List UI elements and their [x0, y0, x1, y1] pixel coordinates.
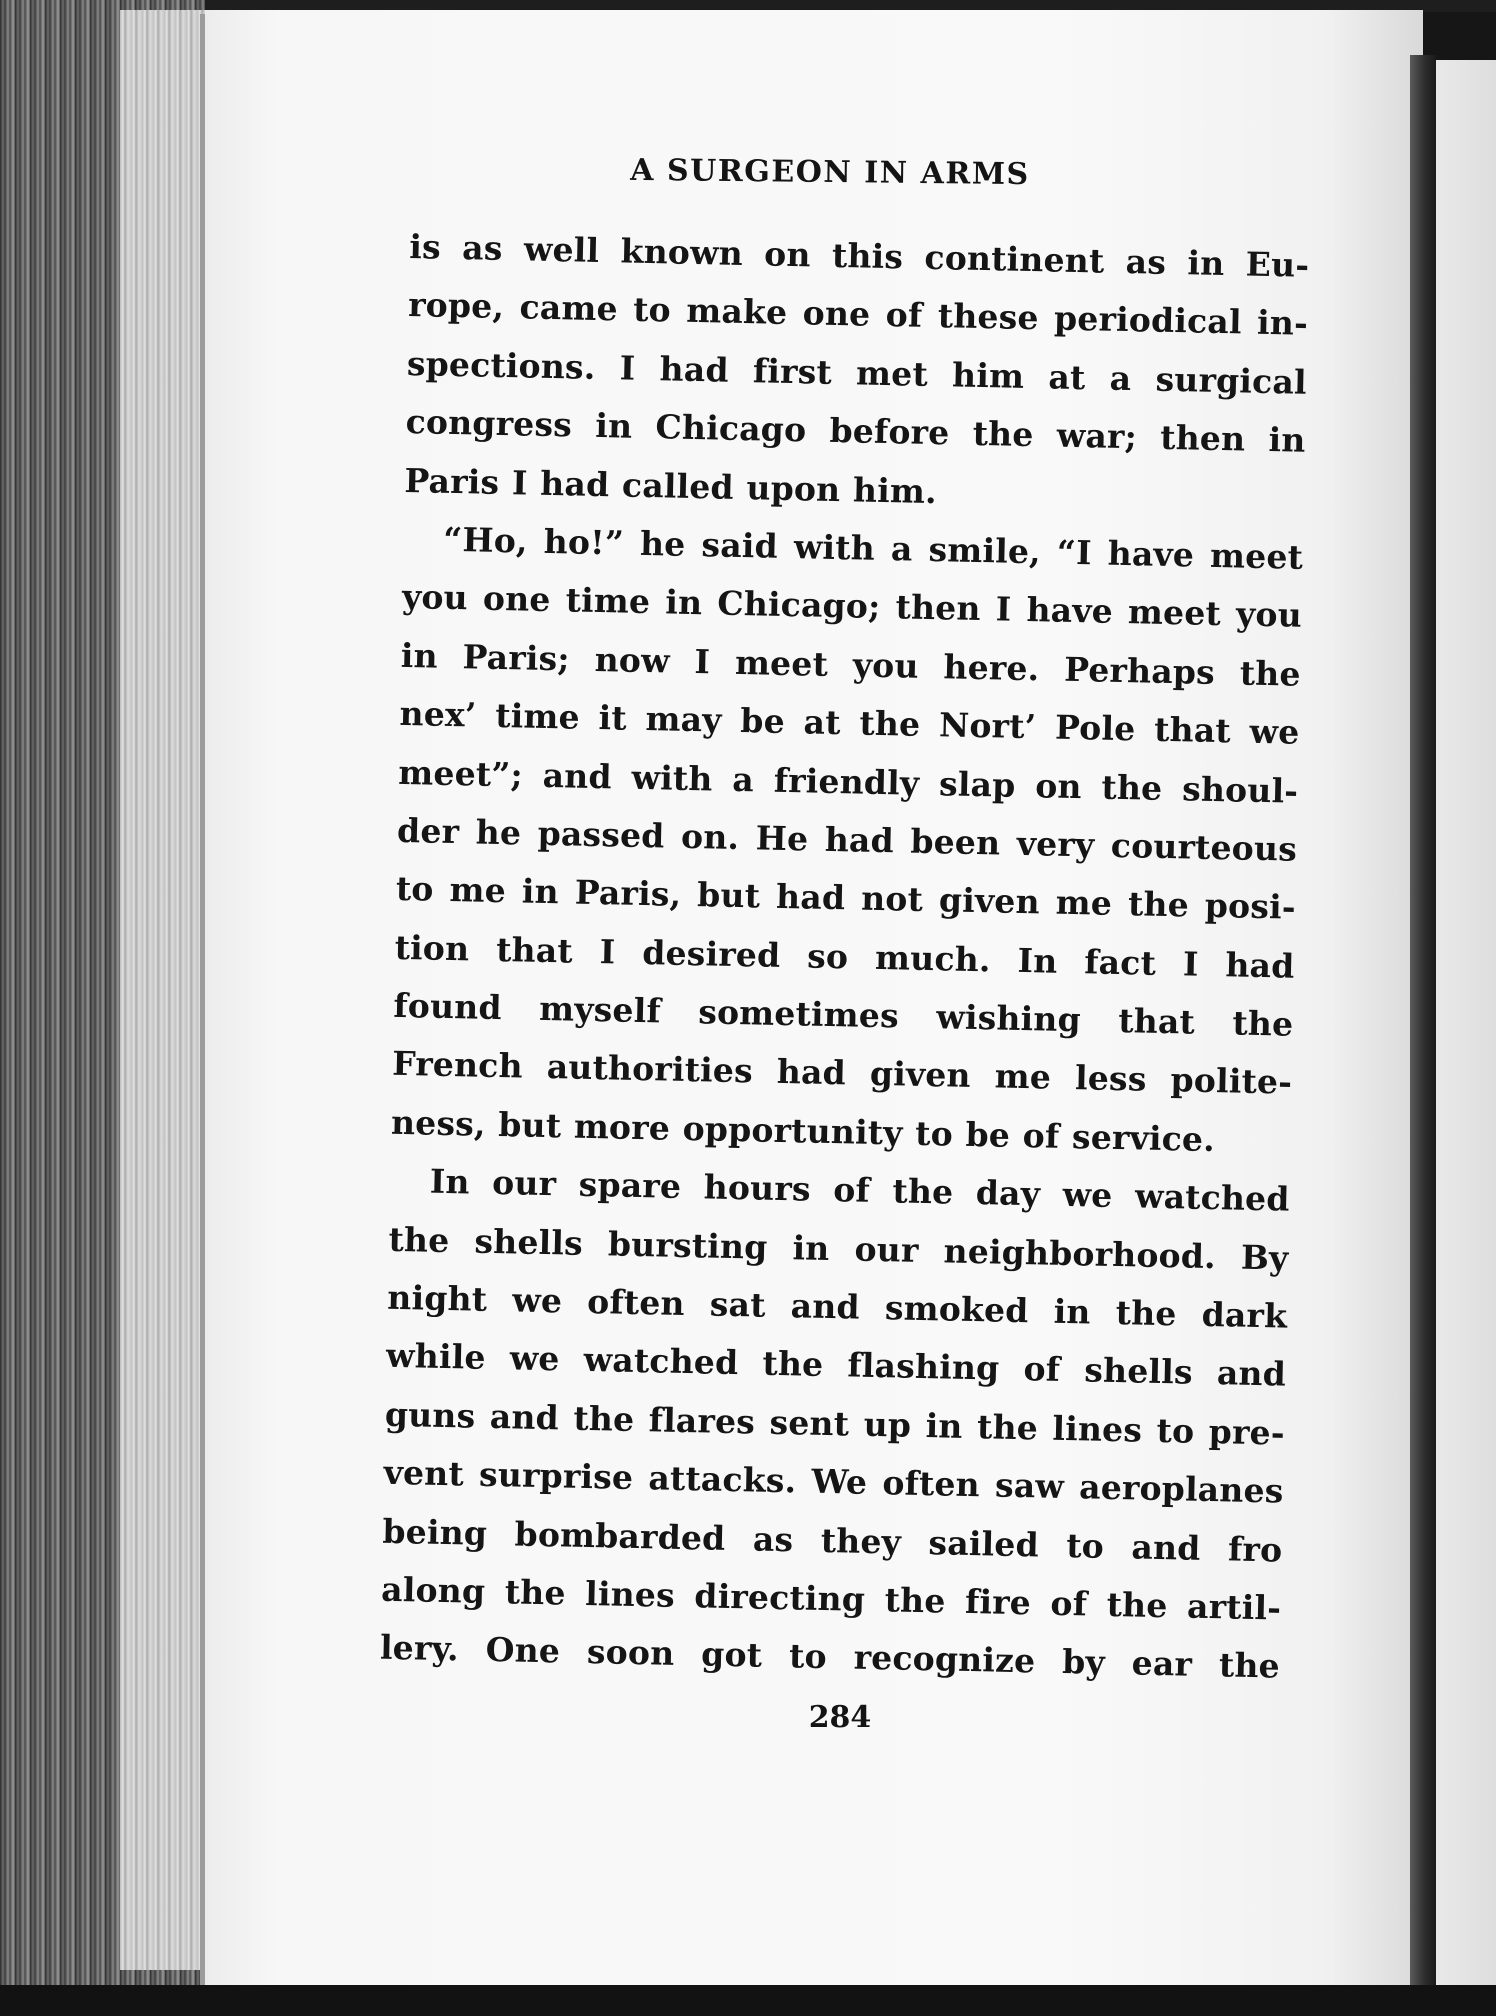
text-line: the shells bursting in our neighborhood. By — [388, 1219, 1289, 1278]
text-line: is as well known on this continent as in Eu- — [408, 226, 1310, 285]
text-line: rope, came to make one of these periodical in- — [407, 285, 1309, 344]
bottom-shadow — [0, 1985, 1496, 2016]
text-line: you one time in Chicago; then I have meet you — [401, 577, 1303, 636]
text-line: congress in Chicago before the war; then in — [405, 402, 1306, 460]
text-line: tion that I desired so much. In fact I had — [394, 927, 1295, 986]
text-line: guns and the flares sent up in the lines to pre- — [384, 1394, 1286, 1453]
text-line: to me in Paris, but had not given me the posi- — [395, 869, 1297, 927]
text-line: lery. One soon got to recognize by ear the — [379, 1628, 1281, 1686]
text-line: ness, but more opportunity to be of service. — [390, 1102, 1216, 1159]
text-line: “Ho, ho!” he said with a smile, “I have meet — [442, 519, 1304, 577]
text-line: along the lines directing the fire of the artil- — [380, 1569, 1282, 1628]
book-gutter — [1410, 55, 1436, 2016]
text-line: vent surprise attacks. We often saw aeroplanes — [383, 1452, 1284, 1511]
text-line: spections. I had first met him at a surgical — [406, 343, 1308, 402]
running-head: A SURGEON IN ARMS — [630, 152, 1030, 193]
text-line: Paris I had called upon him. — [404, 460, 938, 511]
text-line: in Paris; now I meet you here. Perhaps the — [400, 635, 1302, 694]
text-line: In our spare hours of the day we watched — [429, 1161, 1291, 1219]
text-line: being bombarded as they sailed to and fro — [382, 1511, 1283, 1570]
text-line: French authorities had given me less polite- — [391, 1044, 1293, 1103]
text-line: found myself sometimes wishing that the — [393, 985, 1294, 1044]
text-line: meet”; and with a friendly slap on the shoul- — [397, 752, 1299, 811]
page-number: 284 — [808, 1700, 872, 1735]
text-line: nex’ time it may be at the Nort’ Pole that we — [399, 694, 1300, 752]
text-line: while we watched the flashing of shells and — [385, 1336, 1287, 1395]
text-line: der he passed on. He had been very courteous — [396, 810, 1298, 869]
facing-page-edge — [1436, 60, 1496, 2016]
body-text — [379, 218, 1309, 1696]
text-line: night we often sat and smoked in the dark — [386, 1277, 1288, 1336]
